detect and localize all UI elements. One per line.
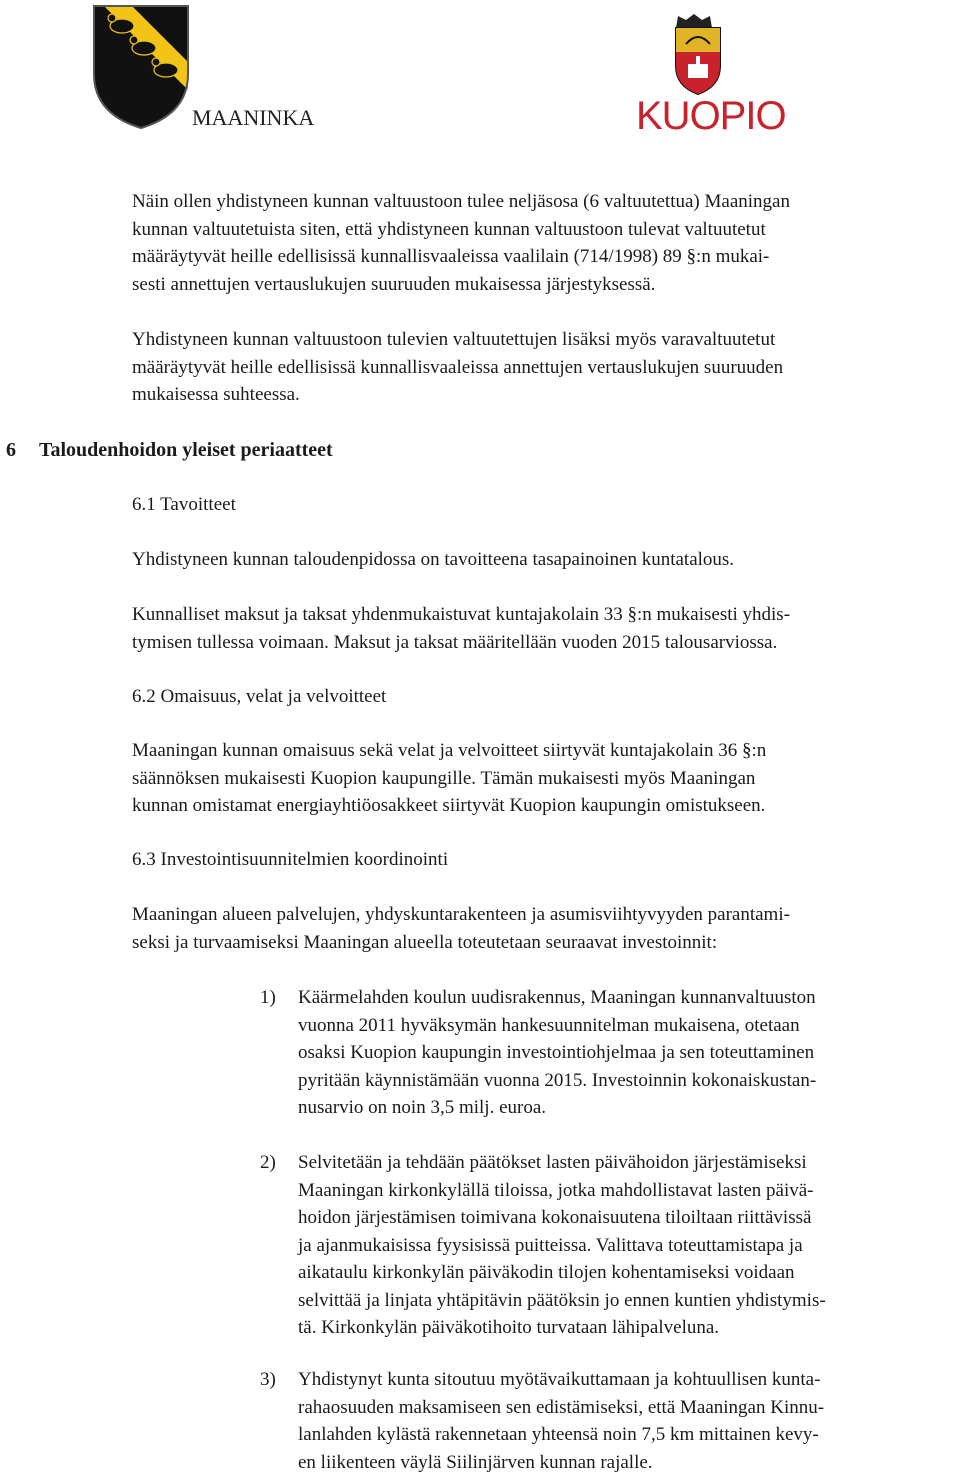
- paragraph-6-1-b: [132, 601, 958, 656]
- section-number: 6: [6, 436, 39, 464]
- paragraph-6-1-a: Yhdistyneen kunnan taloudenpidossa on tavoitteena tasapainoinen kuntatalous.: [132, 546, 958, 574]
- text-line: Kunnalliset maksut ja taksat yhdenmukaistuvat kuntajakolain 33 §:n mukaisesti yhdis-: [132, 601, 958, 629]
- text-line: Selvitetään ja tehdään päätökset lasten päivähoidon järjestämiseksi: [298, 1149, 948, 1177]
- text-line: säännöksen mukaisesti Kuopion kaupungille. Tämän mukaisesti myös Maaningan: [132, 765, 958, 793]
- paragraph-6-3: [132, 901, 958, 956]
- section-heading: [6, 436, 333, 464]
- text-line: vuonna 2011 hyväksymän hankesuunnitelman mukaisena, otetaan: [298, 1012, 948, 1040]
- list-item-text: [298, 1366, 948, 1476]
- text-line: seksi ja turvaamiseksi Maaningan alueella toteutetaan seuraavat investoinnit:: [132, 929, 958, 957]
- text-line: en liikenteen väylä Siilinjärven kunnan rajalle.: [298, 1449, 948, 1476]
- text-line: tä. Kirkonkylän päiväkotihoito turvataan lähipalveluna.: [298, 1314, 948, 1342]
- text-line: Käärmelahden koulun uudisrakennus, Maaningan kunnanvaltuuston: [298, 984, 948, 1012]
- text-line: Maaningan alueen palvelujen, yhdyskuntarakenteen ja asumisviihtyvyyden parantami-: [132, 901, 958, 929]
- text-line: lanlahden kylästä rakennetaan yhteensä noin 7,5 km mittainen kevy-: [298, 1421, 948, 1449]
- text-line: Maaningan kunnan omaisuus sekä velat ja velvoitteet siirtyvät kuntajakolain 36 §:n: [132, 737, 958, 765]
- text-line: aikataulu kirkonkylän päiväkodin tilojen kohentamiseksi voidaan: [298, 1259, 948, 1287]
- text-line: selvittää ja linjata yhtäpitävin päätöksin jo ennen kuntien yhdistymis-: [298, 1287, 948, 1315]
- text-line: määräytyvät heille edellisissä kunnallisvaaleissa annettujen vertauslukujen suuruuden: [132, 354, 958, 382]
- subsection-heading-6-1: 6.1 Tavoitteet: [132, 491, 236, 519]
- subsection-heading-6-2: 6.2 Omaisuus, velat ja velvoitteet: [132, 683, 386, 711]
- text-line: hoidon järjestämisen toimivana kokonaisuutena tiloiltaan riittävissä: [298, 1204, 948, 1232]
- maaninka-logo-text: MAANINKA: [192, 105, 314, 131]
- text-line: Yhdistynyt kunta sitoutuu myötävaikuttamaan ja kohtuullisen kunta-: [298, 1366, 948, 1394]
- list-item-text: [298, 984, 948, 1122]
- deputies-paragraph: [132, 326, 958, 409]
- paragraph-6-2: [132, 737, 958, 820]
- list-item-text: [298, 1149, 948, 1342]
- text-line: mukaisessa suhteessa.: [132, 381, 958, 409]
- list-item-number: 1): [260, 984, 276, 1012]
- text-line: kunnan omistamat energiayhtiöosakkeet siirtyvät Kuopion kaupungin omistukseen.: [132, 792, 958, 820]
- text-line: tymisen tullessa voimaan. Maksut ja taksat määritellään vuoden 2015 talousarviossa.: [132, 629, 958, 657]
- text-line: nusarvio on noin 3,5 milj. euroa.: [298, 1094, 948, 1122]
- kuopio-logo-text: KUOPIO: [636, 94, 786, 139]
- subsection-heading-6-3: 6.3 Investointisuunnitelmien koordinointi: [132, 846, 448, 874]
- text-line: kunnan valtuutetuista siten, että yhdistyneen kunnan valtuustoon tulevat valtuutetut: [132, 216, 958, 244]
- text-line: pyritään käynnistämään vuonna 2015. Investoinnin kokonaiskustan-: [298, 1067, 948, 1095]
- text-line: Maaningan kirkonkylällä tiloissa, jotka mahdollistavat lasten päivä-: [298, 1177, 948, 1205]
- text-line: määräytyvät heille edellisissä kunnallisvaaleissa vaalilain (714/1998) 89 §:n mukai-: [132, 243, 958, 271]
- text-line: ja ajanmukaisissa fyysisissä puitteissa. Valittava toteuttamistapa ja: [298, 1232, 948, 1260]
- maaninka-shield-icon: [92, 4, 190, 130]
- text-line: osaksi Kuopion kaupungin investointiohjelmaa ja sen toteuttaminen: [298, 1039, 948, 1067]
- text-line: sesti annettujen vertauslukujen suuruuden mukaisessa järjestyksessä.: [132, 271, 958, 299]
- maaninka-coat-of-arms: [92, 4, 190, 130]
- section-title: Taloudenhoidon yleiset periaatteet: [39, 439, 333, 461]
- text-line: Yhdistyneen kunnan valtuustoon tulevien valtuutettujen lisäksi myös varavaltuutetut: [132, 326, 958, 354]
- text-line: rahaosuuden maksamiseen sen edistämiseksi, että Maaningan Kinnu-: [298, 1394, 948, 1422]
- text-line: Näin ollen yhdistyneen kunnan valtuustoon tulee neljäsosa (6 valtuutettua) Maaningan: [132, 188, 958, 216]
- intro-paragraph: [132, 188, 958, 298]
- list-item-number: 3): [260, 1366, 276, 1394]
- list-item-number: 2): [260, 1149, 276, 1177]
- kuopio-logo: [630, 6, 766, 146]
